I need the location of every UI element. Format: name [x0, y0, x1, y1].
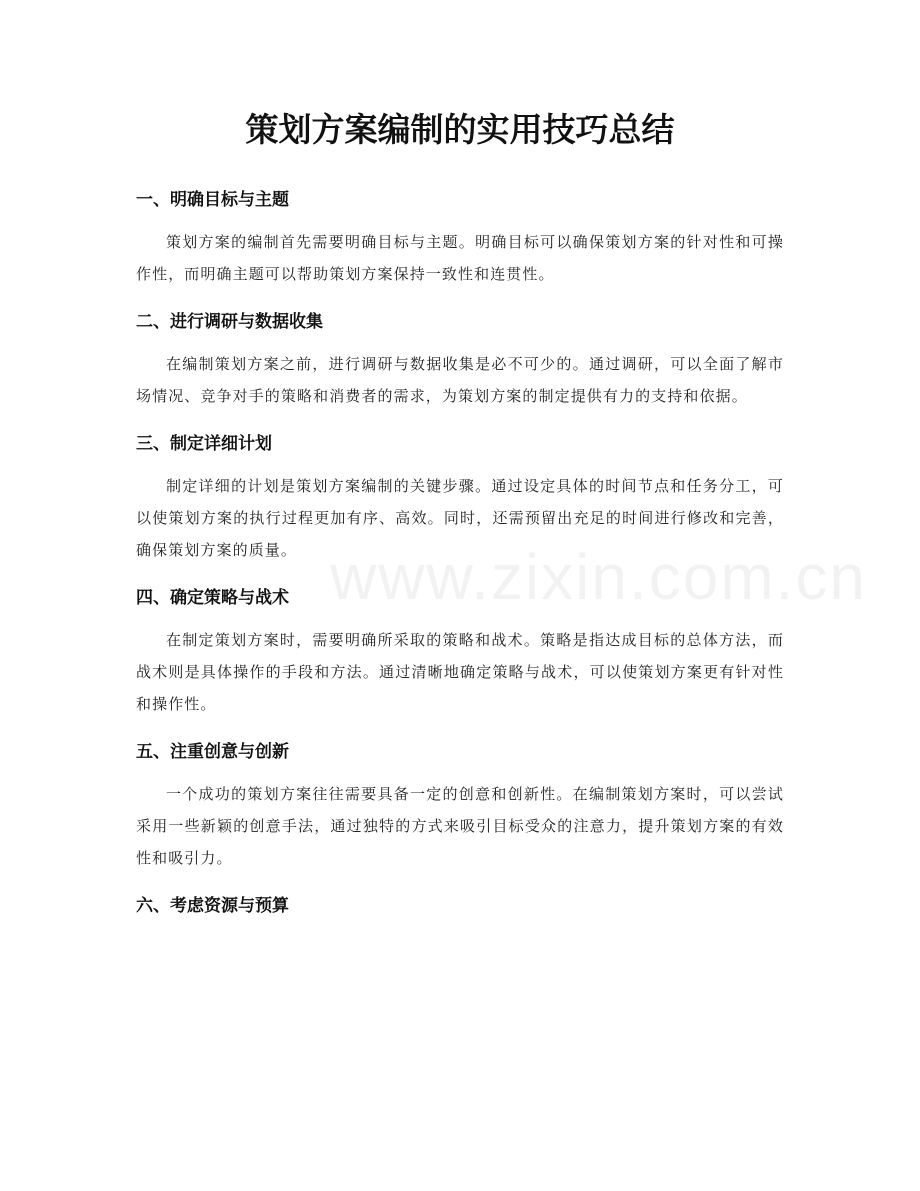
section-body-5: 一个成功的策划方案往往需要具备一定的创意和创新性。在编制策划方案时，可以尝试采用一些新颖的创意手法，通过独特的方式来吸引目标受众的注意力，提升策划方案的有效性和吸引力。: [136, 785, 784, 867]
section-body-2: 在编制策划方案之前，进行调研与数据收集是必不可少的。通过调研，可以全面了解市场情况、竞争对手的策略和消费者的需求，为策划方案的制定提供有力的支持和依据。: [136, 355, 784, 405]
section-body-4: 在制定策划方案时，需要明确所采取的策略和战术。策略是指达成目标的总体方法，而战术则是具体操作的手段和方法。通过清晰地确定策略与战术，可以使策划方案更有针对性和操作性。: [136, 631, 784, 713]
section-heading-6: 六、考虑资源与预算: [136, 896, 289, 916]
watermark: www.zixin.com.cn: [330, 541, 867, 613]
section-heading-3: 三、制定详细计划: [136, 434, 272, 454]
document-title: 策划方案编制的实用技巧总结: [245, 110, 675, 149]
section-heading-4: 四、确定策略与战术: [136, 588, 289, 608]
section-heading-2: 二、进行调研与数据收集: [136, 312, 323, 332]
document-content: [136, 186, 784, 932]
section-body-3: 制定详细的计划是策划方案编制的关键步骤。通过设定具体的时间节点和任务分工，可以使策划方案的执行过程更加有序、高效。同时，还需预留出充足的时间进行修改和完善，确保策划方案的质量。: [136, 477, 784, 559]
section-heading-1: 一、明确目标与主题: [136, 190, 289, 210]
section-body-1: 策划方案的编制首先需要明确目标与主题。明确目标可以确保策划方案的针对性和可操作性，而明确主题可以帮助策划方案保持一致性和连贯性。: [136, 233, 784, 283]
section-heading-5: 五、注重创意与创新: [136, 742, 289, 762]
